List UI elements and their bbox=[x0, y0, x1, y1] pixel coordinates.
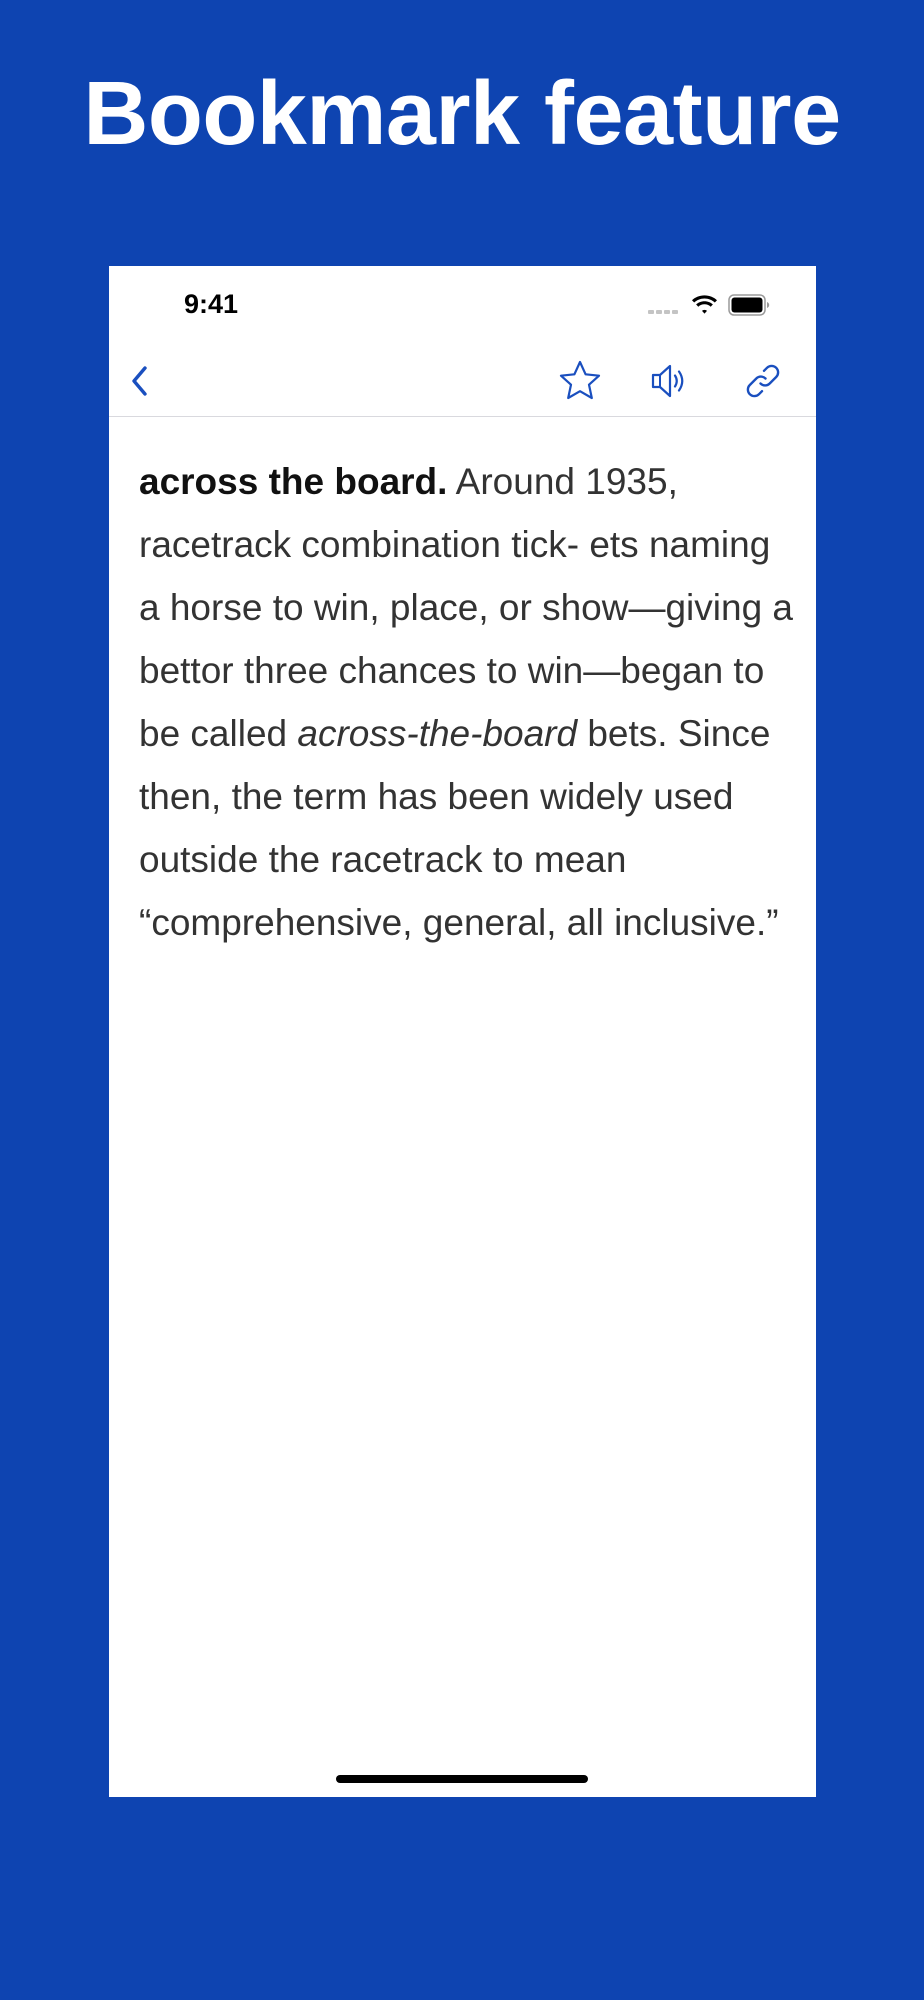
phone-screen bbox=[109, 266, 816, 1797]
promo-title: Bookmark feature bbox=[83, 64, 841, 164]
home-indicator[interactable] bbox=[336, 1775, 588, 1783]
status-icons bbox=[648, 292, 770, 318]
entry-term: across the board. bbox=[139, 461, 448, 502]
share-link-button[interactable] bbox=[740, 358, 786, 404]
back-button[interactable] bbox=[117, 358, 163, 404]
entry-body-part-2: bets. Since then, the term has been widely used outside the racetrack to mean “comprehensive, general, all inclusive.” bbox=[139, 713, 779, 943]
star-icon bbox=[558, 359, 602, 403]
entry-italic-phrase: across-the-board bbox=[297, 713, 578, 754]
link-icon bbox=[742, 360, 784, 402]
entry-text bbox=[139, 450, 799, 954]
speaker-icon bbox=[648, 360, 690, 402]
navigation-bar bbox=[109, 346, 816, 417]
status-bar bbox=[109, 266, 816, 346]
entry-body-part-1: Around 1935, racetrack combination tick- ets naming a horse to win, place, or show—giving a bettor three chances to win—began to be called bbox=[139, 461, 794, 754]
chevron-left-icon bbox=[129, 363, 151, 399]
audio-button[interactable] bbox=[646, 358, 692, 404]
status-time: 9:41 bbox=[184, 289, 239, 319]
wifi-icon bbox=[690, 294, 719, 316]
bookmark-button[interactable] bbox=[557, 358, 603, 404]
battery-icon bbox=[728, 294, 770, 316]
cellular-signal-icon bbox=[648, 296, 680, 314]
